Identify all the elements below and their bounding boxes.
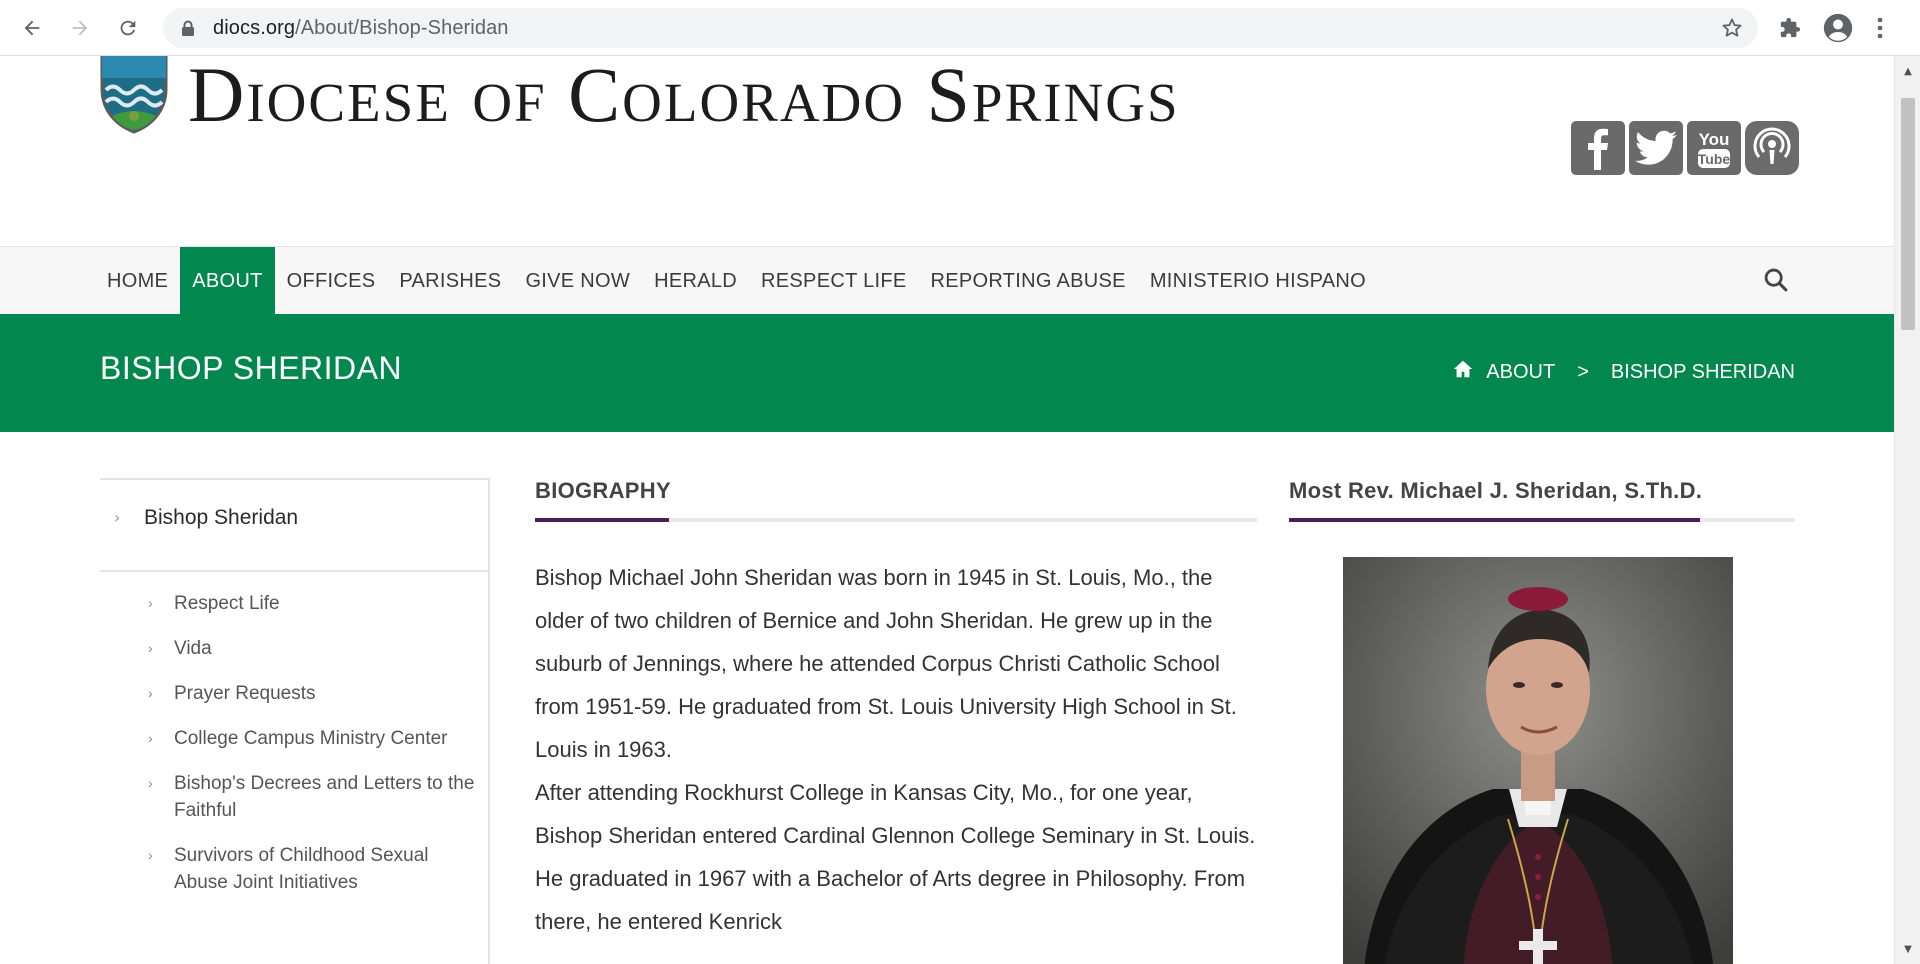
- podcast-link[interactable]: [1745, 121, 1799, 175]
- sidebar-item-survivors-initiatives[interactable]: [148, 842, 478, 896]
- podcast-icon: [1750, 126, 1794, 170]
- nav-respect-life[interactable]: RESPECT LIFE: [761, 269, 907, 292]
- breadcrumb-current: BISHOP SHERIDAN: [1610, 360, 1795, 383]
- sidebar-item-label: Survivors of Childhood Sexual Abuse Joint Initiatives: [174, 845, 429, 893]
- scroll-down-arrow-icon[interactable]: ▼: [1904, 943, 1912, 955]
- sidebar-subitems: [148, 590, 478, 914]
- address-bar[interactable]: [163, 8, 1758, 48]
- nav-home[interactable]: HOME: [107, 269, 169, 292]
- nav-offices[interactable]: OFFICES: [286, 269, 376, 292]
- chevron-right-icon: ›: [148, 685, 153, 701]
- nav-reporting-abuse[interactable]: REPORTING ABUSE: [930, 269, 1126, 292]
- sidebar-item-vida[interactable]: [148, 635, 478, 662]
- main-content: [535, 478, 1257, 943]
- svg-text:Tube: Tube: [1697, 151, 1731, 167]
- youtube-icon: [1693, 125, 1735, 171]
- search-button[interactable]: [1762, 266, 1790, 298]
- sidebar-item-label: Prayer Requests: [174, 683, 316, 704]
- nav-ministerio-hispano[interactable]: MINISTERIO HISPANO: [1149, 269, 1366, 292]
- sidebar-item-respect-life[interactable]: [148, 590, 478, 617]
- bio-paragraph: Bishop Michael John Sheridan was born in 1945 in St. Louis, Mo., the older of two children of Bernice and John Sheridan. He grew up in the suburb of Jennings, where he attended Corpus Christi Catholic School from 1951-59. He graduated from St. Louis University High School in St. Louis in 1963.: [535, 565, 1237, 762]
- page-title-band: [0, 314, 1894, 432]
- page-viewport: [0, 56, 1894, 964]
- youtube-link[interactable]: [1687, 121, 1741, 175]
- sidebar-item-bishop-sheridan[interactable]: [100, 500, 490, 540]
- back-button[interactable]: [14, 10, 50, 46]
- site-title[interactable]: Diocese of Colorado Springs: [188, 56, 1180, 138]
- lock-icon: [181, 20, 195, 41]
- sidebar-item-college-campus-ministry[interactable]: [148, 725, 478, 752]
- scroll-up-arrow-icon[interactable]: ▲: [1904, 65, 1912, 77]
- twitter-icon: [1635, 130, 1677, 166]
- chevron-right-icon: ›: [148, 730, 153, 746]
- heading-underline: [1289, 518, 1795, 522]
- reload-button[interactable]: [110, 10, 146, 46]
- chevron-right-icon: ›: [114, 508, 121, 527]
- site-header: [0, 56, 1894, 246]
- sidebar-item-label: Respect Life: [174, 593, 280, 614]
- forward-arrow-icon: [69, 17, 91, 39]
- sidebar-item-label: College Campus Ministry Center: [174, 728, 448, 749]
- url-path: /About/Bishop-Sheridan: [295, 17, 509, 39]
- page-scrollbar[interactable]: [1894, 56, 1920, 964]
- forward-button[interactable]: [62, 10, 98, 46]
- bookmark-star-icon[interactable]: [1720, 16, 1744, 44]
- nav-about[interactable]: ABOUT: [180, 247, 274, 315]
- chevron-right-icon: ›: [148, 775, 153, 791]
- sidebar-divider: [100, 478, 490, 480]
- chevron-right-icon: ›: [148, 640, 153, 656]
- nav-herald[interactable]: HERALD: [654, 269, 738, 292]
- account-icon: [1821, 11, 1855, 45]
- sidebar-item-label: Vida: [174, 638, 212, 659]
- page-title: BISHOP SHERIDAN: [100, 350, 403, 386]
- reload-icon: [117, 17, 139, 39]
- bishop-profile: [1289, 478, 1795, 522]
- breadcrumb: [1452, 358, 1795, 386]
- back-arrow-icon: [21, 17, 43, 39]
- biography-text: [535, 556, 1257, 943]
- bishop-portrait: [1343, 557, 1733, 964]
- sidebar: [100, 478, 490, 964]
- menu-button[interactable]: [1868, 10, 1892, 46]
- facebook-link[interactable]: [1571, 121, 1625, 175]
- sidebar-item-label: Bishop Sheridan: [144, 506, 299, 529]
- bio-paragraph: After attending Rockhurst College in Kansas City, Mo., for one year, Bishop Sheridan entered Cardinal Glennon College Seminary in St. Louis. He graduated in 1967 with a Bachelor of Arts degree in Philosophy. From there, he entered Kenrick: [535, 780, 1256, 934]
- home-icon[interactable]: [1452, 358, 1474, 386]
- twitter-link[interactable]: [1629, 121, 1683, 175]
- social-links: [1571, 121, 1799, 175]
- scroll-thumb[interactable]: [1901, 98, 1915, 330]
- biography-heading: BIOGRAPHY: [535, 478, 671, 503]
- breadcrumb-about[interactable]: ABOUT: [1486, 360, 1556, 383]
- sidebar-item-prayer-requests[interactable]: [148, 680, 478, 707]
- diocese-logo[interactable]: [98, 56, 170, 138]
- sidebar-item-label: Bishop's Decrees and Letters to the Faithful: [174, 773, 475, 821]
- sidebar-divider: [100, 570, 490, 572]
- profile-button[interactable]: [1820, 10, 1856, 46]
- nav-parishes[interactable]: PARISHES: [399, 269, 502, 292]
- browser-toolbar: [0, 0, 1920, 56]
- bishop-name-heading: Most Rev. Michael J. Sheridan, S.Th.D.: [1289, 478, 1703, 503]
- url-host: diocs.org: [213, 17, 296, 39]
- heading-underline: [535, 518, 1257, 522]
- search-icon: [1762, 266, 1790, 294]
- sidebar-item-bishops-decrees[interactable]: [148, 770, 478, 824]
- breadcrumb-separator: >: [1577, 360, 1589, 383]
- nav-give-now[interactable]: GIVE NOW: [525, 269, 631, 292]
- puzzle-icon: [1779, 17, 1801, 39]
- url-text[interactable]: [213, 17, 509, 40]
- more-vert-icon: [1877, 17, 1883, 39]
- facebook-icon: [1578, 126, 1618, 170]
- chevron-right-icon: ›: [148, 847, 153, 863]
- chevron-right-icon: ›: [148, 595, 153, 611]
- main-nav: [0, 246, 1894, 314]
- svg-text:You: You: [1698, 130, 1730, 149]
- extensions-button[interactable]: [1772, 10, 1808, 46]
